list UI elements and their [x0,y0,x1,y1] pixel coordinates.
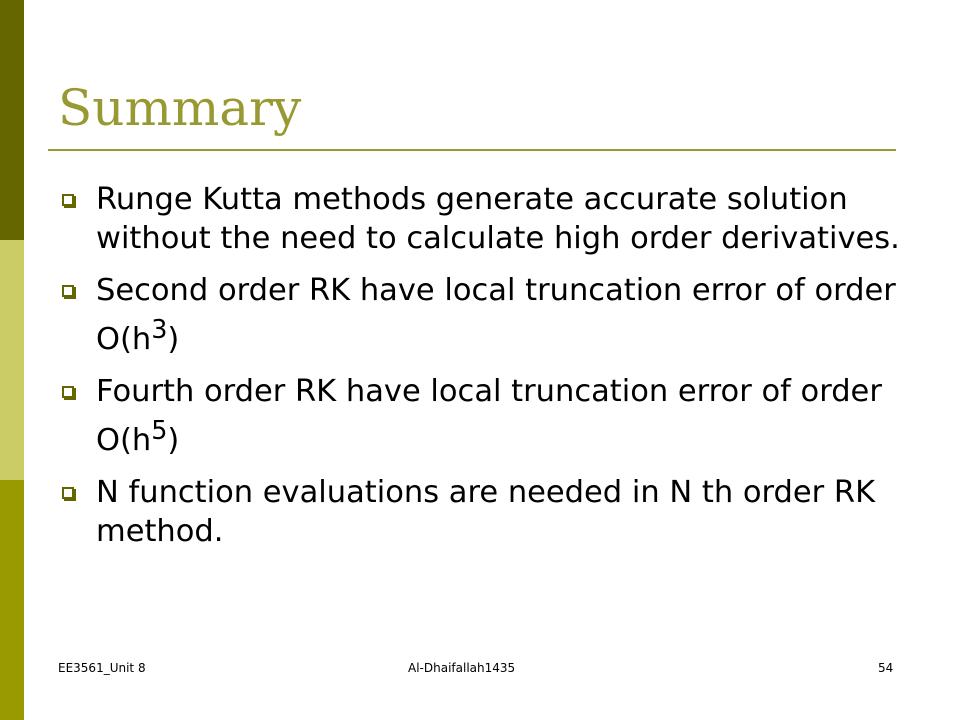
sidebar-bar [0,0,24,720]
bullet-text: Second order RK have local truncation error of order O(h [96,273,896,358]
footer-course-label: EE3561_Unit 8 [58,661,146,675]
slide-title: Summary [58,79,302,137]
bullet-text: Fourth order RK have local truncation error of order O(h [96,374,882,459]
square-bullet-icon [62,386,74,398]
bullet-list [62,180,902,564]
bullet-item [62,180,902,258]
title-divider [48,149,896,151]
bullet-text-end: ) [167,322,180,358]
bullet-item [62,473,902,551]
square-bullet-icon [62,194,74,206]
bullet-text: N function evaluations are needed in N th order RK method. [96,475,876,550]
bullet-superscript: 5 [151,415,168,446]
sidebar-segment-bottom [0,480,24,720]
bullet-text: Runge Kutta methods generate accurate solution without the need to calculate high order derivatives. [96,182,900,256]
bullet-superscript: 3 [151,314,168,344]
bullet-text-end: ) [167,423,180,459]
sidebar-segment-top [0,0,24,240]
square-bullet-icon [62,285,74,297]
footer-page-number: 54 [878,661,894,675]
bullet-item [62,372,902,460]
footer-author: Al-Dhaifallah1435 [408,661,516,675]
square-bullet-icon [62,487,74,499]
bullet-item [62,271,902,359]
sidebar-segment-middle [0,240,24,480]
